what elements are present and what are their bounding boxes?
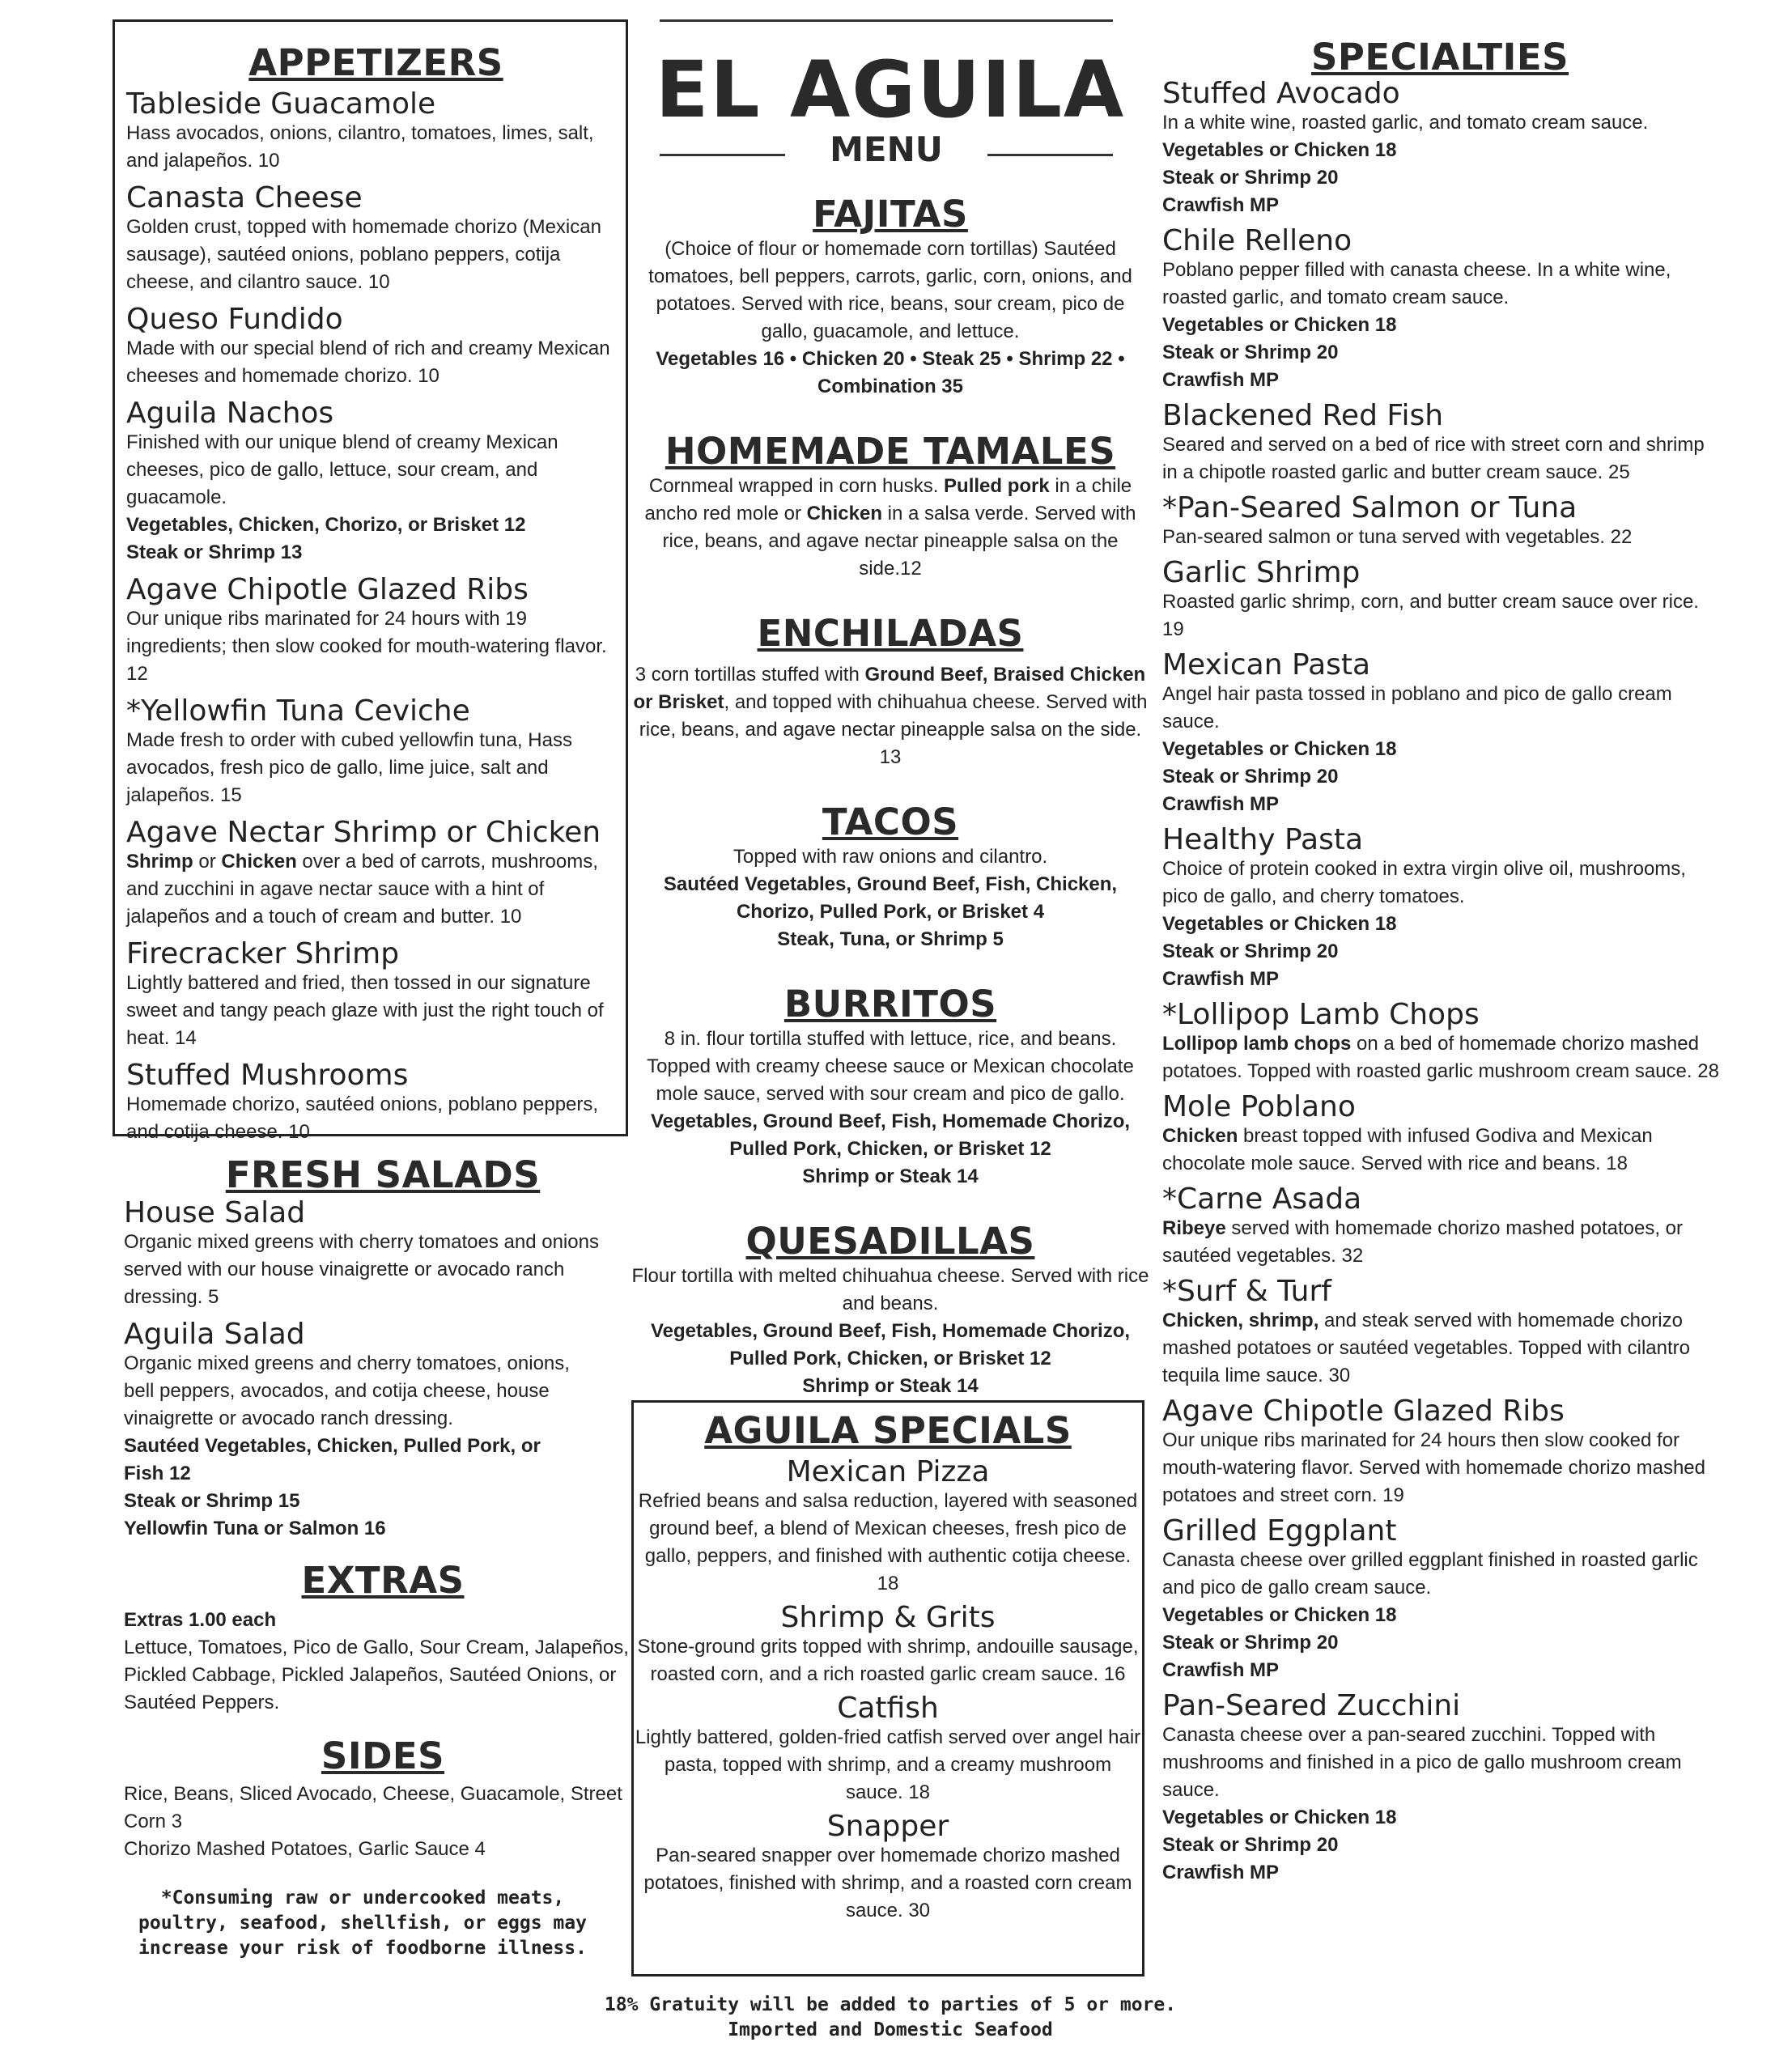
menu-item (1162, 1184, 1729, 1270)
salads-heading: FRESH SALADS (225, 1153, 541, 1196)
menu-item (1162, 401, 1729, 486)
menu-item (1162, 558, 1729, 643)
item-price: Vegetables or Chicken 18 (1162, 1807, 1397, 1828)
quesadillas-price-2: Shrimp or Steak 14 (802, 1375, 979, 1397)
menu-item (126, 89, 626, 175)
aguila-specials-heading: AGUILA SPECIALS (704, 1409, 1072, 1452)
extras-desc: Lettuce, Tomatoes, Pico de Gallo, Sour Cream, Jalapeños, Pickled Cabbage, Pickled Jalapeños, Sautéed Onions, or Sautéed Peppers. (124, 1637, 629, 1713)
specialties-list (1162, 79, 1729, 1887)
tacos-price-1: Sautéed Vegetables, Ground Beef, Fish, Chicken, Chorizo, Pulled Pork, or Brisket 4 (663, 873, 1118, 923)
item-desc (1162, 1030, 1721, 1085)
extras-price: Extras 1.00 each (124, 1609, 277, 1631)
item-desc: Homemade chorizo, sautéed onions, poblano peppers, and cotija cheese. 10 (126, 1093, 599, 1143)
item-desc (1162, 109, 1721, 137)
item-desc: Hass avocados, onions, cilantro, tomatoes, limes, salt, and jalapeños. 10 (126, 122, 594, 172)
menu-item (1162, 1691, 1729, 1887)
item-desc-bold: Lollipop lamb chops (1162, 1033, 1352, 1055)
menu-item (126, 304, 626, 390)
menu-item (126, 817, 626, 931)
item-name: Stuffed Avocado (1162, 77, 1400, 110)
burritos-desc: 8 in. flour tortilla stuffed with lettuce, rice, and beans. Topped with creamy cheese sauce or Mexican chocolate mole sauce, served with sour cream and pico de gallo. (647, 1028, 1134, 1105)
item-name: *Yellowfin Tuna Ceviche (126, 694, 470, 728)
item-name: Agave Chipotle Glazed Ribs (126, 573, 529, 606)
item-price: Steak or Shrimp 20 (1162, 940, 1339, 962)
item-price: Crawfish MP (1162, 369, 1280, 391)
item-desc-text: and steak served with homemade chorizo mashed potatoes or sautéed vegetables. Topped with cilantro tequila lime sauce. 30 (1162, 1310, 1690, 1386)
menu-item (126, 183, 626, 296)
top-rule (660, 19, 1113, 22)
enchiladas-heading: ENCHILADAS (757, 612, 1024, 655)
menu-item (1162, 825, 1729, 993)
left-lower (109, 1153, 642, 1961)
menu-item (126, 939, 626, 1052)
item-price: Vegetables or Chicken 18 (1162, 314, 1397, 336)
item-price: Crawfish MP (1162, 793, 1280, 815)
item-name: Tableside Guacamole (126, 87, 436, 121)
item-price: Steak or Shrimp 20 (1162, 342, 1339, 363)
item-name: *Pan-Seared Salmon or Tuna (1162, 491, 1578, 524)
item-name: Stuffed Mushrooms (126, 1059, 409, 1092)
tamales-heading: HOMEMADE TAMALES (665, 430, 1116, 473)
item-name: Mole Poblano (1162, 1090, 1356, 1123)
sides-heading: SIDES (321, 1734, 445, 1777)
item-desc-mid: or (193, 851, 222, 873)
aguila-specials-box (631, 1400, 1144, 1976)
tacos-desc: Topped with raw onions and cilantro. (733, 846, 1048, 868)
appetizers-box (113, 19, 628, 1143)
item-name: *Lollipop Lamb Chops (1162, 998, 1480, 1031)
tacos-heading: TACOS (822, 800, 959, 843)
item-desc (1162, 856, 1721, 911)
menu-item (1162, 1396, 1729, 1509)
item-desc: Organic mixed greens with cherry tomatoes and onions served with our house vinaigrette or avocado ranch dressing. 5 (124, 1231, 599, 1308)
item-name: *Surf & Turf (1162, 1275, 1331, 1308)
burritos-heading: BURRITOS (783, 983, 997, 1025)
appetizers-heading: APPETIZERS (248, 41, 503, 84)
item-desc-text: breast topped with infused Godiva and Mexican chocolate mole sauce. Served with rice and beans. 18 (1162, 1125, 1653, 1174)
item-price: Sautéed Vegetables, Chicken, Pulled Pork, or Fish 12 (124, 1435, 541, 1484)
menu-subtitle-row (660, 130, 1113, 178)
item-desc-text: Canasta cheese over grilled eggplant finished in roasted garlic and pico de gallo cream sauce. (1162, 1549, 1698, 1599)
item-name: Aguila Salad (124, 1318, 305, 1351)
item-name: *Carne Asada (1162, 1182, 1362, 1216)
quesadillas-price-1: Vegetables, Ground Beef, Fish, Homemade Chorizo, Pulled Pork, Chicken, or Brisket 12 (650, 1320, 1131, 1369)
salads-list (124, 1198, 642, 1543)
right-column (1162, 36, 1729, 1893)
item-desc-text: In a white wine, roasted garlic, and tomato cream sauce. (1162, 112, 1649, 134)
menu-subtitle: MENU (830, 130, 943, 169)
item-desc: Refried beans and salsa reduction, layered with seasoned ground beef, a blend of Mexican cheeses, fresh pico de gallo, peppers, and finished with authentic cotija cheese. 18 (638, 1490, 1138, 1594)
item-desc (1162, 431, 1721, 486)
tamales-desc: Cornmeal wrapped in corn husks. Pulled pork in a chile ancho red mole or Chicken in a salsa verde. Served with rice, beans, and agave nectar pineapple salsa on the side.12 (644, 475, 1136, 580)
menu-item (1162, 1092, 1729, 1178)
item-desc-text: Seared and served on a bed of rice with street corn and shrimp in a chipotle roasted garlic and butter cream sauce. 25 (1162, 434, 1705, 483)
item-desc: Pan-seared snapper over homemade chorizo mashed potatoes, finished with shrimp, and a roasted corn cream sauce. 30 (643, 1845, 1132, 1921)
item-desc-bold: Shrimp (126, 851, 193, 873)
item-name: Grilled Eggplant (1162, 1514, 1397, 1548)
item-desc: Organic mixed greens and cherry tomatoes, onions, bell peppers, avocados, and cotija cheese, house vinaigrette or avocado ranch dressing. (124, 1352, 570, 1429)
fajitas-desc: (Choice of flour or homemade corn tortillas) Sautéed tomatoes, bell peppers, carrots, garlic, corn, onions, and potatoes. Served with rice, beans, sour cream, pico de gallo, guacamole, and lettuce. (648, 238, 1132, 342)
disclaimer: *Consuming raw or undercooked meats, poultry, seafood, shellfish, or eggs may increase your risk of foodborne illness. (138, 1887, 587, 1959)
fajitas-heading: FAJITAS (813, 193, 968, 236)
menu-item (126, 1060, 626, 1146)
special-item (634, 1603, 1142, 1688)
burritos-price-2: Shrimp or Steak 14 (802, 1166, 979, 1187)
item-desc-bold: Chicken (221, 851, 297, 873)
item-desc (126, 848, 612, 931)
item-name: Chile Relleno (1162, 224, 1352, 257)
gratuity-note: 18% Gratuity will be added to parties of 5 or more. (604, 1994, 1177, 2015)
item-desc-text: Angel hair pasta tossed in poblano and pico de gallo cream sauce. (1162, 683, 1672, 732)
item-desc-text: served with homemade chorizo mashed potatoes, or sautéed vegetables. 32 (1162, 1217, 1683, 1267)
item-name: Catfish (837, 1692, 939, 1725)
item-name: Pan-Seared Zucchini (1162, 1689, 1461, 1722)
item-desc: Made with our special blend of rich and creamy Mexican cheeses and homemade chorizo. 10 (126, 338, 610, 387)
item-name: Agave Nectar Shrimp or Chicken (126, 816, 601, 849)
item-price: Steak or Shrimp 20 (1162, 167, 1339, 189)
item-desc-text: Our unique ribs marinated for 24 hours then slow cooked for mouth-watering flavor. Served with homemade chorizo mashed potatoes and street corn. 19 (1162, 1429, 1705, 1506)
menu-item (126, 696, 626, 809)
fajitas-prices: Vegetables 16 • Chicken 20 • Steak 25 • Shrimp 22 • Combination 35 (656, 348, 1125, 397)
item-price: Crawfish MP (1162, 194, 1280, 216)
aguila-specials-list (634, 1457, 1142, 1925)
item-name: Queso Fundido (126, 303, 343, 336)
footer (599, 1993, 1182, 2043)
extras-heading: EXTRAS (301, 1559, 465, 1602)
menu-item (1162, 650, 1729, 818)
item-name: Garlic Shrimp (1162, 556, 1361, 589)
burritos-price-1: Vegetables, Ground Beef, Fish, Homemade Chorizo, Pulled Pork, Chicken, or Brisket 12 (650, 1110, 1131, 1160)
item-price: Steak or Shrimp 15 (124, 1490, 300, 1512)
item-desc: Golden crust, topped with homemade chorizo (Mexican sausage), sautéed onions, poblano peppers, cotija cheese, and cilantro sauce. 10 (126, 216, 601, 293)
item-desc (1162, 1215, 1721, 1270)
item-name: Mexican Pizza (786, 1455, 990, 1488)
item-desc-bold: Ribeye (1162, 1217, 1226, 1239)
menu-item (1162, 226, 1729, 394)
item-desc-text: Pan-seared salmon or tuna served with vegetables. 22 (1162, 526, 1633, 548)
item-desc (1162, 588, 1721, 643)
item-name: Firecracker Shrimp (126, 937, 400, 970)
item-price: Crawfish MP (1162, 968, 1280, 990)
item-desc: Stone-ground grits topped with shrimp, andouille sausage, roasted corn, and a rich roasted garlic cream sauce. 16 (637, 1636, 1139, 1685)
menu-item (1162, 79, 1729, 219)
item-desc-text: Choice of protein cooked in extra virgin olive oil, mushrooms, pico de gallo, and cherry tomatoes. (1162, 858, 1686, 907)
item-name: House Salad (124, 1196, 306, 1229)
item-price: Crawfish MP (1162, 1659, 1280, 1681)
right-rule (987, 154, 1113, 156)
menu-item (124, 1198, 642, 1311)
item-desc (1162, 1123, 1721, 1178)
item-price: Crawfish MP (1162, 1862, 1280, 1883)
item-price: Steak or Shrimp 20 (1162, 1834, 1339, 1856)
item-desc (1162, 524, 1721, 551)
special-item (634, 1811, 1142, 1925)
special-item (634, 1693, 1142, 1807)
item-name: Mexican Pasta (1162, 648, 1371, 681)
item-desc (1162, 1427, 1721, 1509)
sides-line2: Chorizo Mashed Potatoes, Garlic Sauce 4 (124, 1838, 486, 1860)
item-desc-bold: Chicken (1162, 1125, 1238, 1147)
tacos-price-2: Steak, Tuna, or Shrimp 5 (777, 928, 1004, 950)
quesadillas-heading: QUESADILLAS (745, 1220, 1035, 1263)
item-name: Blackened Red Fish (1162, 399, 1444, 432)
item-price: Steak or Shrimp 20 (1162, 766, 1339, 788)
enchiladas-desc: 3 corn tortillas stuffed with Ground Beef, Braised Chicken or Brisket, and topped with chihuahua cheese. Served with rice, beans, and agave nectar pineapple salsa on the side. 13 (633, 664, 1148, 768)
item-desc-bold: Chicken, shrimp, (1162, 1310, 1319, 1331)
item-desc-text: Canasta cheese over a pan-seared zucchini. Topped with mushrooms and finished in a pico de gallo mushroom cream sauce. (1162, 1724, 1682, 1801)
item-desc: Lightly battered and fried, then tossed in our signature sweet and tangy peach glaze with just the right touch of heat. 14 (126, 972, 604, 1049)
item-name: Snapper (826, 1810, 949, 1843)
item-desc: Finished with our unique blend of creamy Mexican cheeses, pico de gallo, lettuce, sour cream, and guacamole. (126, 431, 558, 508)
item-price: Steak or Shrimp 20 (1162, 1632, 1339, 1654)
sides-line1: Rice, Beans, Sliced Avocado, Cheese, Guacamole, Street Corn 3 (124, 1783, 622, 1832)
menu-item (1162, 1516, 1729, 1684)
menu-item (1162, 1276, 1729, 1390)
item-price: Vegetables or Chicken 18 (1162, 738, 1397, 760)
seafood-note: Imported and Domestic Seafood (728, 2019, 1053, 2040)
item-name: Canasta Cheese (126, 181, 363, 214)
item-price: Vegetables, Chicken, Chorizo, or Brisket 12 (126, 514, 526, 536)
appetizers-list (126, 89, 626, 1146)
item-desc-text: over a bed of carrots, mushrooms, and zucchini in agave nectar sauce with a hint of jalapeños and a touch of cream and butter. 10 (126, 851, 598, 928)
restaurant-title: EL AGUILA (655, 45, 1126, 135)
item-name: Agave Chipotle Glazed Ribs (1162, 1395, 1565, 1428)
item-name: Healthy Pasta (1162, 823, 1364, 856)
quesadillas-desc: Flour tortilla with melted chihuahua cheese. Served with rice and beans. (631, 1265, 1149, 1314)
menu-item (1162, 1000, 1729, 1085)
item-desc (1162, 681, 1721, 736)
menu-item (1162, 493, 1729, 551)
item-desc: Lightly battered, golden-fried catfish served over angel hair pasta, topped with shrimp, and a creamy mushroom sauce. 18 (635, 1726, 1141, 1803)
special-item (634, 1457, 1142, 1598)
item-desc: Our unique ribs marinated for 24 hours with 19 ingredients; then slow cooked for mouth-watering flavor. 12 (126, 608, 607, 685)
item-price: Steak or Shrimp 13 (126, 541, 303, 563)
menu-item (126, 575, 626, 688)
menu-item (126, 398, 626, 567)
item-desc (1162, 1547, 1721, 1602)
item-desc (1162, 1722, 1721, 1804)
item-desc (1162, 257, 1721, 312)
item-price: Vegetables or Chicken 18 (1162, 913, 1397, 935)
middle-column (631, 193, 1149, 1400)
menu-item (124, 1319, 642, 1543)
item-price: Vegetables or Chicken 18 (1162, 139, 1397, 161)
item-name: Shrimp & Grits (780, 1601, 996, 1634)
item-desc: Made fresh to order with cubed yellowfin tuna, Hass avocados, fresh pico de gallo, lime juice, salt and jalapeños. 15 (126, 729, 572, 806)
item-desc (1162, 1307, 1721, 1390)
item-name: Aguila Nachos (126, 397, 334, 430)
specialties-heading: SPECIALTIES (1310, 36, 1569, 79)
item-desc-text: Poblano pepper filled with canasta cheese. In a white wine, roasted garlic, and tomato cream sauce. (1162, 259, 1671, 308)
item-price: Yellowfin Tuna or Salmon 16 (124, 1518, 386, 1539)
item-desc-text: Roasted garlic shrimp, corn, and butter cream sauce over rice. 19 (1162, 591, 1699, 640)
item-desc-text: on a bed of homemade chorizo mashed potatoes. Topped with roasted garlic mushroom cream sauce. 28 (1162, 1033, 1719, 1082)
item-price: Vegetables or Chicken 18 (1162, 1604, 1397, 1626)
